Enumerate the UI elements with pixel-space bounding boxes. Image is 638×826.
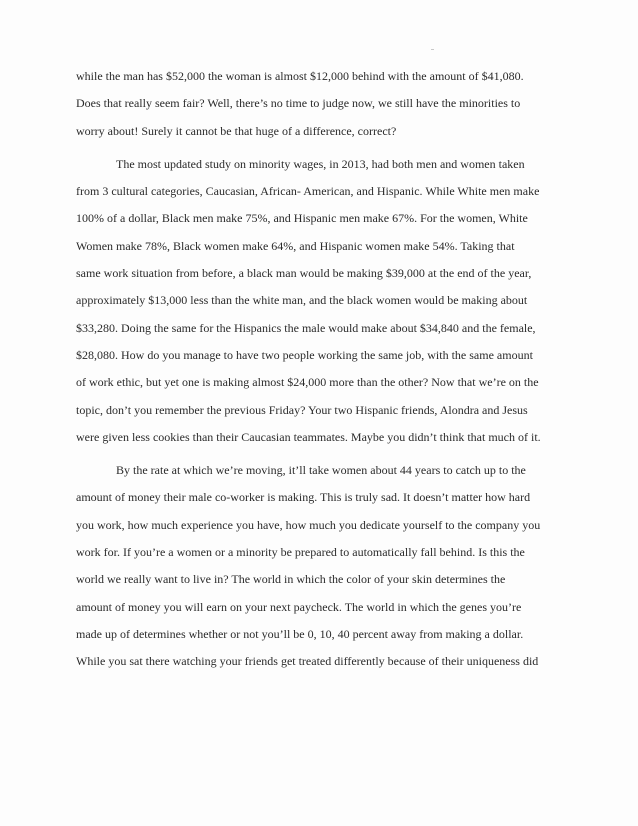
text-line: world we really want to live in? The world in which the color of your skin determines the bbox=[76, 572, 506, 587]
paragraph bbox=[76, 151, 566, 451]
text-line: 100% of a dollar, Black men make 75%, and Hispanic men make 67%. For the women, White bbox=[76, 211, 528, 226]
text-line: amount of money you will earn on your next paycheck. The world in which the genes you’re bbox=[76, 599, 522, 614]
paragraph bbox=[76, 457, 566, 675]
paragraph bbox=[76, 63, 566, 145]
text-line: were given less cookies than their Caucasian teammates. Maybe you didn’t think that much of it. bbox=[76, 429, 541, 444]
text-line: Women make 78%, Black women make 64%, and Hispanic women make 54%. Taking that bbox=[76, 238, 515, 253]
text-line: $28,080. How do you manage to have two people working the same job, with the same amount bbox=[76, 347, 533, 362]
text-line: amount of money their male co-worker is making. This is truly sad. It doesn’t matter how hard bbox=[76, 490, 531, 505]
text-line: approximately $13,000 less than the white man, and the black women would be making about bbox=[76, 293, 528, 308]
text-line: work for. If you’re a women or a minority be prepared to automatically fall behind. Is this the bbox=[76, 545, 525, 560]
document-body bbox=[76, 63, 566, 676]
text-line: The most updated study on minority wages, in 2013, had both men and women taken bbox=[116, 156, 525, 171]
text-line: while the man has $52,000 the woman is almost $12,000 behind with the amount of $41,080. bbox=[76, 69, 524, 83]
text-line: topic, don’t you remember the previous Friday? Your two Hispanic friends, Alondra and Jesus bbox=[76, 402, 528, 417]
scan-speck bbox=[431, 49, 434, 50]
text-line: made up of determines whether or not you’ll be 0, 10, 40 percent away from making a dollar. bbox=[76, 626, 524, 641]
text-line: Does that really seem fair? Well, there’s no time to judge now, we still have the minorities to bbox=[76, 96, 521, 111]
text-line: same work situation from before, a black man would be making $39,000 at the end of the year, bbox=[76, 266, 532, 281]
text-line: you work, how much experience you have, how much you dedicate yourself to the company you bbox=[76, 517, 541, 532]
text-line: of work ethic, but yet one is making almost $24,000 more than the other? Now that we’re on the bbox=[76, 375, 539, 390]
text-line: By the rate at which we’re moving, it’ll take women about 44 years to catch up to the bbox=[116, 463, 526, 478]
text-line: While you sat there watching your friends get treated differently because of their uniqueness did bbox=[76, 654, 539, 669]
text-line: $33,280. Doing the same for the Hispanics the male would make about $34,840 and the female, bbox=[76, 320, 536, 335]
text-line: worry about! Surely it cannot be that huge of a difference, correct? bbox=[76, 123, 397, 138]
text-line: from 3 cultural categories, Caucasian, African- American, and Hispanic. While White men make bbox=[76, 184, 540, 199]
